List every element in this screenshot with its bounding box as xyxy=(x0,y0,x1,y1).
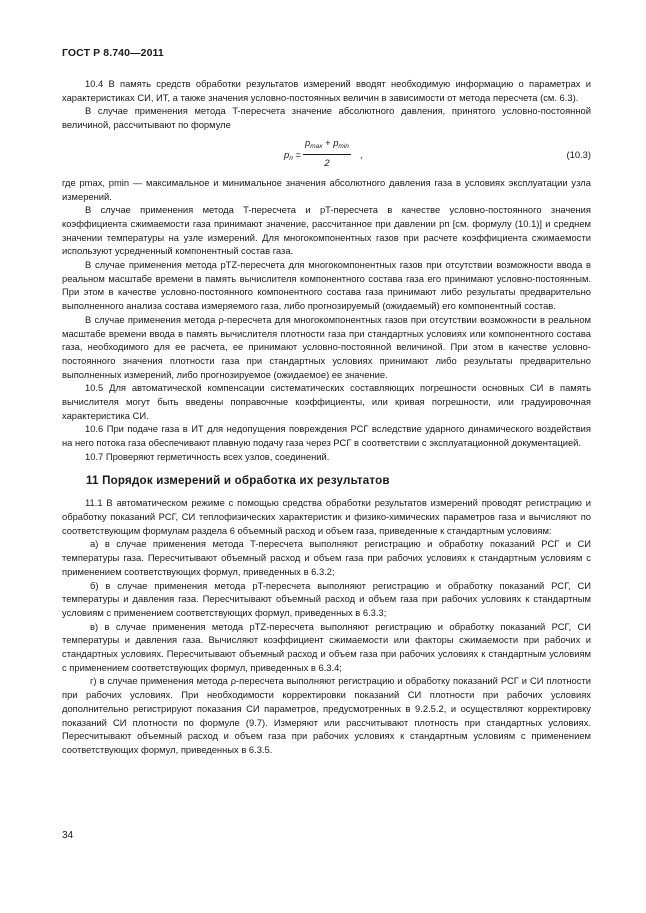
paragraph-ptz: В случае применения метода pTZ-пересчета для многокомпонентных газов при отсутствии возможности ввода в реальном масштабе времени в память вычислителя компонентного состава газа его принимают условно-постоянным. При этом в качестве условно-постоянного компонентного состава газа принимают либо результаты предварительно выполненного анализа состава измеряемого газа, либо прогнозируемый (ожидаемый) его компонентный состав. xyxy=(62,259,591,312)
where-clause: где pmax, pmin — максимальное и минимальное значения абсолютного давления газа в условиях эксплуатации узла измерений. xyxy=(62,176,591,202)
formula-number: (10.3) xyxy=(566,148,591,160)
paragraph-10-4: 10.4 В память средств обработки результатов измерений вводят необходимую информацию о параметрах и характеристиках СИ, ИТ, а также значения условно-постоянных величин в зависимости от метода пересчета (см. 6.3). xyxy=(62,78,591,103)
paragraph-t-pt: В случае применения метода T-пересчета и pT-пересчета в качестве условно-постоянного значения коэффициента сжимаемости газа принимают значение, рассчитанное при давлении pп [см. формулу (10.1)] и среднем значении температуры на узле измерений. Для многокомпонентных газов при расчете коэффициента сжимаемости используют усредненный компонентный состав газа. xyxy=(62,204,591,257)
paragraph-10-6: 10.6 При подаче газа в ИТ для недопущения повреждения РСГ вследствие ударного динамического воздействия на него потока газа обеспечивают плавную подачу газа через РСГ в соответствии с эксплуатационной документацией. xyxy=(62,423,591,449)
formula-numerator: $p_{max} + p_{min}$ xyxy=(303,136,351,155)
paragraph-rho: В случае применения метода ρ-пересчета для многокомпонентных газов при отсутствии возможности в реальном масштабе времени ввода в память вычислителя плотности газа при стандартных условиях или компонентного состава газа, необходимого для ее расчета, ее принимают условно-постоянной величиной. При этом в качестве условно-постоянного значения плотности газа при стандартных условиях принимают либо результаты предварительно выполненных измерений, либо прогнозируемое (ожидаемое) ее значение. xyxy=(62,313,591,380)
formula-lhs: $p_п$ = xyxy=(284,148,301,162)
paragraph-11-1: 11.1 В автоматическом режиме с помощью средства обработки результатов измерений проводят регистрацию и обработку показаний РСГ, СИ теплофизических характеристик и физико-химических параметров газа и вычисляют по соответствующим формулам раздела 6 объемный расход и объем газа, приведенные к стандартным условиям: xyxy=(62,497,591,536)
paragraph-11-v: в) в случае применения метода pTZ-пересчета выполняют регистрацию и обработку показаний РСГ, СИ температуры и давления газа. Вычисляют коэффициент сжимаемости или факторы сжимаемости при рабочих и стандартных условиях. Пересчитывают объемный расход и объем газа при рабочих условиях к стандартным условиям с применением соответствующих формул, приведенных в 6.3.4; xyxy=(62,620,591,673)
paragraph-11-g: г) в случае применения метода ρ-пересчета выполняют регистрацию и обработку показаний РСГ и СИ плотности при рабочих условиях. При необходимости корректировки показаний СИ плотности при рабочих условиях дополнительно регистрируют показания СИ параметров, предусмотренных в 9.2.5.2, и осуществляют корректировку показаний СИ плотности по формуле (9.7). Измеряют или рассчитывают плотность при стандартных условиях. Пересчитывают объемный расход и объем газа при рабочих условиях к стандартным условиям с применением соответствующих формул, приведенных в 6.3.5. xyxy=(62,675,591,755)
formula-10-3 xyxy=(62,134,591,176)
paragraph-10-5: 10.5 Для автоматической компенсации систематических составляющих погрешности основных СИ в память вычислителя могут быть введены поправочные коэффициенты, или кривая погрешности, или градуировочная характеристика СИ. xyxy=(62,382,591,421)
formula-denominator: 2 xyxy=(324,156,330,168)
formula-fraction xyxy=(303,136,351,169)
page-content xyxy=(62,77,591,757)
paragraph-11-b: б) в случае применения метода pT-пересчета выполняют регистрацию и обработку показаний РСГ, СИ температуры и давления газа. Пересчитывают объемный расход и объем газа при рабочих условиях к стандартным условиям с применением соответствующих формул, приведенных в 6.3.3; xyxy=(62,579,591,618)
paragraph-t-recalc: В случае применения метода T-пересчета значение абсолютного давления, принятого условно-постоянной величиной, рассчитывают по формуле xyxy=(62,105,591,131)
paragraph-11-a: а) в случае применения метода T-пересчета выполняют регистрацию и обработку показаний РСГ и СИ температуры газа. Пересчитывают объемный расход и объем газа при рабочих условиях к стандартным условиям с применением соответствующих формул, приведенных в 6.3.2; xyxy=(62,538,591,577)
standard-header: ГОСТ Р 8.740—2011 xyxy=(62,47,164,59)
formula-comma: , xyxy=(360,148,363,160)
section-heading: 11 Порядок измерений и обработка их результатов xyxy=(86,473,390,487)
page-number: 34 xyxy=(62,830,74,841)
paragraph-10-7: 10.7 Проверяют герметичность всех узлов, соединений. xyxy=(85,450,330,462)
